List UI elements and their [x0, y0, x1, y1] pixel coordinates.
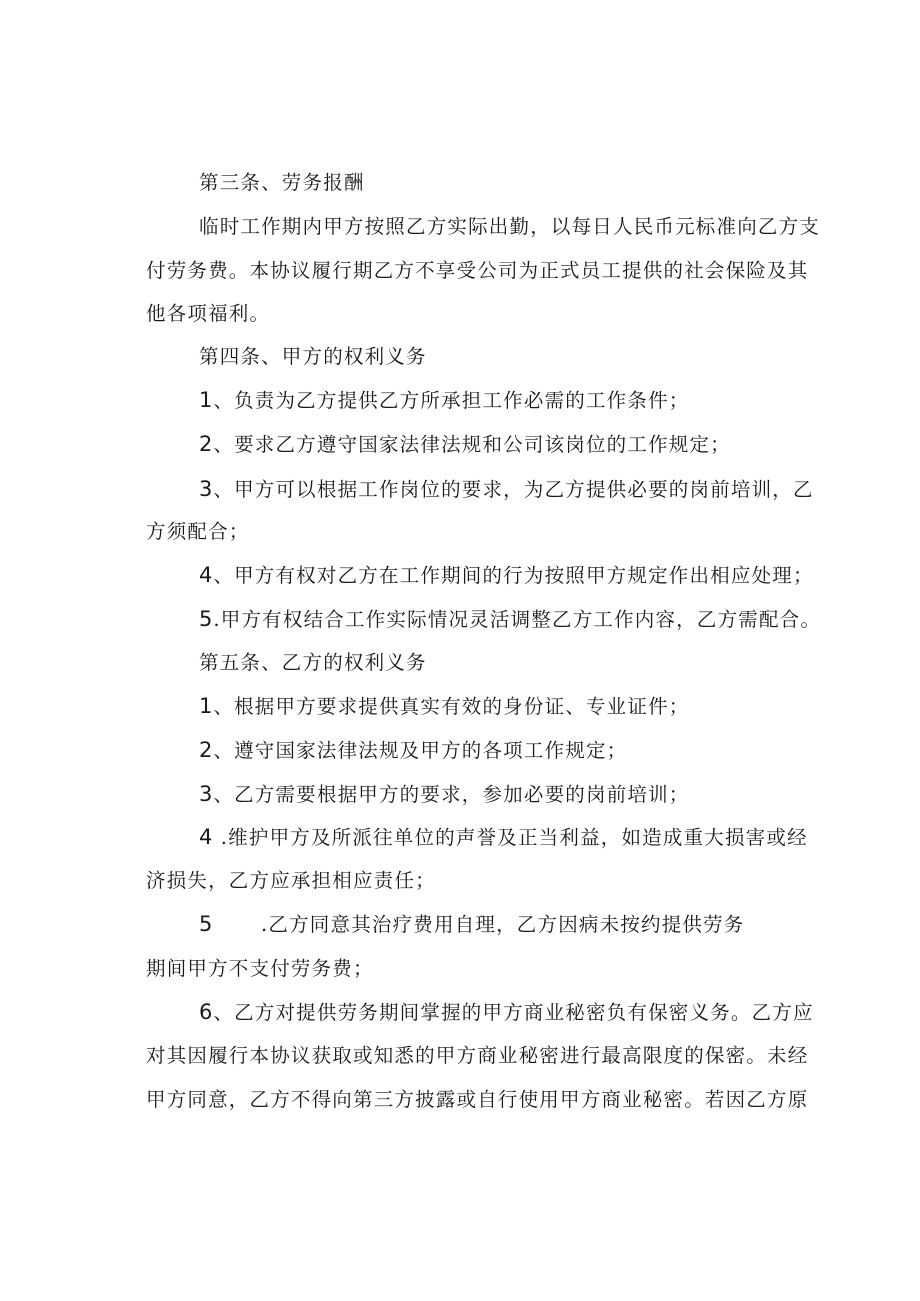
list-item [199, 476, 814, 503]
paragraph-line [146, 301, 270, 327]
list-item [199, 999, 814, 1026]
line-text: 期间甲方不支付劳务费； [146, 957, 374, 980]
paragraph-line [146, 956, 374, 982]
line-text: 对其因履行本协议获取或知悉的甲方商业秘密进行最高限度的保密。未经 [146, 1044, 809, 1067]
list-item [199, 824, 808, 851]
line-text: 、乙方对提供劳务期间掌握的甲方商业秘密负有保密义务。乙方应 [213, 1001, 814, 1024]
item-number: 4 [199, 825, 213, 849]
item-number: 6 [199, 1000, 213, 1024]
list-item [199, 606, 821, 633]
item-number: 1 [199, 388, 213, 412]
paragraph-line [146, 1043, 808, 1069]
line-text: 方须配合； [146, 520, 250, 543]
line-text: 付劳务费。本协议履行期乙方不享受公司为正式员工提供的社会保险及其 [146, 259, 809, 282]
line-text: 、根据甲方要求提供真实有效的身份证、专业证件； [213, 695, 690, 718]
article-5-heading [199, 650, 427, 676]
item-number: 3 [199, 782, 213, 806]
article-3-heading [199, 170, 365, 196]
paragraph-line [146, 519, 250, 545]
paragraph-line [199, 214, 820, 240]
paragraph-line [146, 258, 808, 284]
line-text: 、甲方可以根据工作岗位的要求，为乙方提供必要的岗前培训，乙 [213, 478, 814, 501]
item-number: 2 [199, 738, 213, 762]
line-text: .甲方有权结合工作实际情况灵活调整乙方工作内容，乙方需配合。 [213, 608, 822, 631]
item-number: 4 [199, 563, 213, 587]
line-text: .维护甲方及所派往单位的声誉及正当利益，如造成重大损害或经 [213, 826, 808, 849]
line-text: 甲方同意，乙方不得向第三方披露或自行使用甲方商业秘密。若因乙方原 [146, 1088, 809, 1111]
list-item [199, 387, 689, 414]
line-text: 、要求乙方遵守国家法律法规和公司该岗位的工作规定； [213, 433, 731, 456]
line-text: 、甲方有权对乙方在工作期间的行为按照甲方规定作出相应处理； [213, 564, 814, 587]
list-item [199, 431, 731, 458]
heading-text: 第三条、劳务报酬 [199, 171, 365, 194]
line-text: .乙方同意其治疗费用自理，乙方因病未按约提供劳务 [261, 913, 745, 936]
list-item [199, 562, 814, 589]
line-text: 济损失，乙方应承担相应责任； [146, 869, 436, 892]
article-4-heading [199, 344, 427, 370]
heading-text: 第四条、甲方的权利义务 [199, 345, 427, 368]
line-text: 临时工作期内甲方按照乙方实际出勤，以每日人民币元标准向乙方支 [199, 215, 821, 238]
paragraph-line [146, 868, 436, 894]
paragraph-line [146, 1087, 808, 1113]
item-number: 5 [199, 607, 213, 631]
list-item [199, 911, 745, 938]
heading-text: 第五条、乙方的权利义务 [199, 651, 427, 674]
list-item [199, 737, 627, 764]
list-item [199, 781, 689, 808]
item-number: 2 [199, 432, 213, 456]
line-text: 、遵守国家法律法规及甲方的各项工作规定； [213, 739, 628, 762]
item-number: 5 [199, 912, 214, 936]
item-number: 3 [199, 477, 213, 501]
line-text: 他各项福利。 [146, 302, 271, 325]
line-text: 、乙方需要根据甲方的要求，参加必要的岗前培训； [213, 783, 690, 806]
item-number: 1 [199, 694, 213, 718]
list-item [199, 693, 689, 720]
line-text: 、负责为乙方提供乙方所承担工作必需的工作条件； [213, 389, 690, 412]
